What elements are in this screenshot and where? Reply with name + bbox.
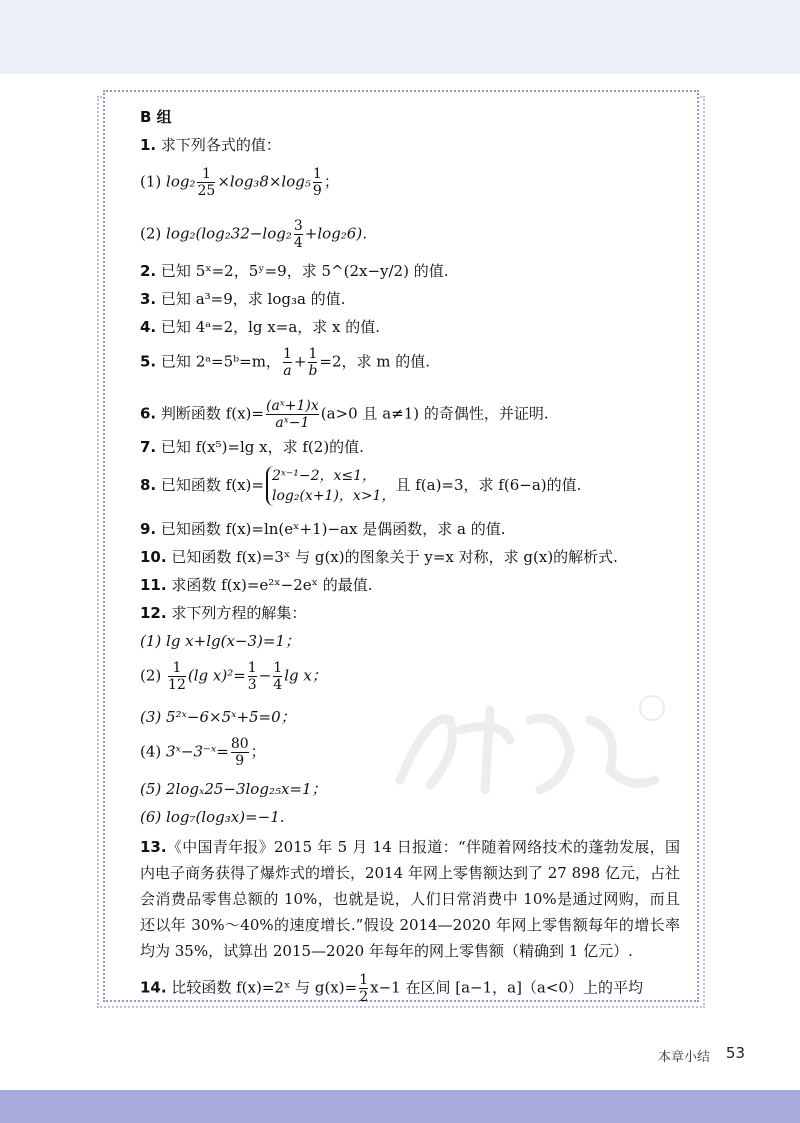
q3-number: 3.: [140, 290, 157, 308]
question-12f: (6) log₇(log₃x)=−1.: [140, 808, 285, 826]
q7-number: 7.: [140, 438, 157, 456]
q12b-post: lg x；: [284, 666, 327, 685]
q8-piecewise: [266, 466, 395, 506]
q1a-fraction-2: [313, 166, 322, 199]
q1b-post: +log₂6).: [304, 224, 367, 243]
question-4: [140, 316, 380, 338]
q14-post: x−1 在区间 [a−1，a]（a<0）上的平均: [370, 978, 643, 997]
question-8: [140, 466, 581, 506]
q5-numerator-2: 1: [308, 346, 318, 362]
q6-fraction: [266, 398, 319, 431]
q12b-denominator-1: 12: [168, 677, 186, 693]
group-title: B 组: [140, 108, 172, 126]
q1b-pre: log₂(log₂32−log₂: [166, 224, 292, 243]
q11-number: 11.: [140, 576, 167, 594]
q2-text: 已知 5ˣ=2，5ʸ=9，求 5^(2x−y/2) 的值.: [160, 262, 449, 280]
q12d-numerator: 80: [230, 736, 249, 752]
q14-numerator: 1: [359, 972, 369, 988]
q12b-numerator-1: 1: [172, 660, 182, 676]
q10-number: 10.: [140, 548, 167, 566]
q12d-post: ；: [250, 742, 266, 761]
q1b-label: (2): [140, 224, 162, 243]
q5-denominator-1: a: [283, 363, 292, 379]
q1b-numerator: 3: [293, 218, 303, 234]
q9-text: 已知函数 f(x)=ln(eˣ+1)−ax 是偶函数，求 a 的值.: [160, 520, 506, 538]
q12b-fraction-2: [248, 660, 257, 693]
q1a-numerator: 1: [201, 166, 211, 182]
question-3: [140, 288, 345, 310]
q12d-fraction: [231, 736, 249, 769]
question-10: [140, 546, 618, 568]
question-12b: [140, 660, 327, 693]
q1a-end: ；: [323, 172, 339, 191]
q8-number: 8.: [140, 476, 157, 494]
q12-text: 求下列方程的解集：: [171, 604, 307, 622]
q1a-fraction: [197, 166, 215, 199]
q5-plus: +: [293, 352, 307, 371]
q12b-numerator-2: 1: [247, 660, 257, 676]
q6-post: (a>0 且 a≠1) 的奇偶性，并证明.: [320, 404, 549, 423]
q12b-denominator-3: 4: [273, 677, 283, 693]
q5-numerator-1: 1: [282, 346, 292, 362]
q6-pre: 判断函数 f(x)=: [160, 404, 264, 423]
q2-number: 2.: [140, 262, 157, 280]
question-11: [140, 574, 373, 596]
q14-pre: 比较函数 f(x)=2ˣ 与 g(x)=: [171, 978, 358, 997]
q5-number: 5.: [140, 352, 157, 371]
q1a-post: ×log₃8×log₅: [217, 172, 311, 191]
q10-text: 已知函数 f(x)=3ˣ 与 g(x)的图象关于 y=x 对称，求 g(x)的解析式.: [171, 548, 618, 566]
q4-text: 已知 4ᵃ=2，lg x=a，求 x 的值.: [160, 318, 381, 336]
question-14: [140, 972, 643, 1005]
bottom-band: [0, 1090, 800, 1123]
question-13: [140, 834, 680, 964]
page-number: 53: [725, 1044, 745, 1062]
q12b-label: (2): [140, 666, 162, 685]
q12d-denominator: 9: [231, 752, 249, 769]
question-2: [140, 260, 448, 282]
q5-post: =2，求 m 的值.: [319, 352, 431, 371]
top-band: [0, 0, 800, 74]
q12b-mid: (lg x)²=: [187, 666, 246, 685]
q1a-pre: log₂: [166, 172, 196, 191]
watermark-calligraphy-icon: [390, 690, 670, 800]
q12b-denominator-2: 3: [247, 677, 257, 693]
q6-numerator: (aˣ+1)x: [265, 398, 319, 414]
q1b-denominator: 4: [293, 235, 303, 251]
q1-number: 1.: [140, 136, 157, 154]
q5-fraction-2: [308, 346, 317, 379]
q14-fraction: [359, 972, 368, 1005]
question-5: [140, 346, 430, 379]
q12d-pre: 3ˣ−3⁻ˣ=: [166, 742, 229, 761]
q12b-fraction-3: [273, 660, 282, 693]
q6-denominator: aˣ−1: [266, 414, 319, 431]
question-12c: (3) 5²ˣ−6×5ˣ+5=0；: [140, 708, 296, 726]
question-12: [140, 602, 306, 624]
q5-denominator-2: b: [308, 363, 318, 379]
q12-number: 12.: [140, 604, 167, 622]
q1a-label: (1): [140, 172, 162, 191]
q12b-numerator-3: 1: [273, 660, 283, 676]
q5-fraction-1: [283, 346, 292, 379]
q1a-numerator-2: 1: [312, 166, 322, 182]
publisher-watermark: [390, 690, 670, 822]
q11-text: 求函数 f(x)=e²ˣ−2eˣ 的最值.: [171, 576, 373, 594]
q13-number: 13.: [140, 838, 167, 856]
footer-section-title: 本章小结: [657, 1050, 710, 1065]
question-1b: [140, 218, 367, 251]
question-12a: (1) lg x+lg(x−3)=1；: [140, 632, 300, 650]
q8-pre: 已知函数 f(x)=: [160, 476, 264, 494]
question-6: [140, 398, 549, 431]
q8-post: 且 f(a)=3，求 f(6−a)的值.: [395, 476, 582, 494]
q3-text: 已知 a³=9，求 log₃a 的值.: [160, 290, 346, 308]
q12d-label: (4): [140, 742, 162, 761]
question-9: [140, 518, 505, 540]
q1a-denominator-2: 9: [312, 183, 322, 199]
q14-number: 14.: [140, 978, 167, 997]
q5-pre: 已知 2ᵃ=5ᵇ=m，: [160, 352, 281, 371]
question-12e: (5) 2logₓ25−3log₂₅x=1；: [140, 780, 327, 798]
question-1a: [140, 166, 339, 199]
q1b-fraction: [294, 218, 303, 251]
question-1: [140, 134, 281, 156]
q12b-minus: −: [258, 666, 272, 685]
q4-number: 4.: [140, 318, 157, 336]
question-7: [140, 436, 364, 458]
q1a-denominator: 25: [197, 183, 216, 199]
q12b-fraction-1: [168, 660, 186, 693]
q7-text: 已知 f(x⁵)=lg x，求 f(2)的值.: [160, 438, 364, 456]
q13-text: 《中国青年报》2015 年 5 月 14 日报道：“伴随着网络技术的蓬勃发展，国内电子商务获得了爆炸式的增长，2014 年网上零售额达到了 27 898 亿元，占社会消费品零售总额的 10%，也就是说，人们日常消费中 10%是通过网购，而且还以年 30%～40%的速度增长.”假设 2014—2020 年网上零售额每年的增长率均为 35%，试算出 2015—2020 年每年的网上零售额（精确到 1 亿元）.: [140, 838, 680, 960]
question-12d: [140, 736, 266, 769]
q8-case-1: 2ˣ⁻¹−2，x≤1，: [271, 468, 377, 484]
q6-number: 6.: [140, 404, 157, 423]
q8-case-2: log₂(x+1)，x>1，: [271, 488, 396, 504]
q14-denominator: 2: [359, 989, 369, 1005]
q1-text: 求下列各式的值：: [160, 136, 281, 154]
q9-number: 9.: [140, 520, 157, 538]
